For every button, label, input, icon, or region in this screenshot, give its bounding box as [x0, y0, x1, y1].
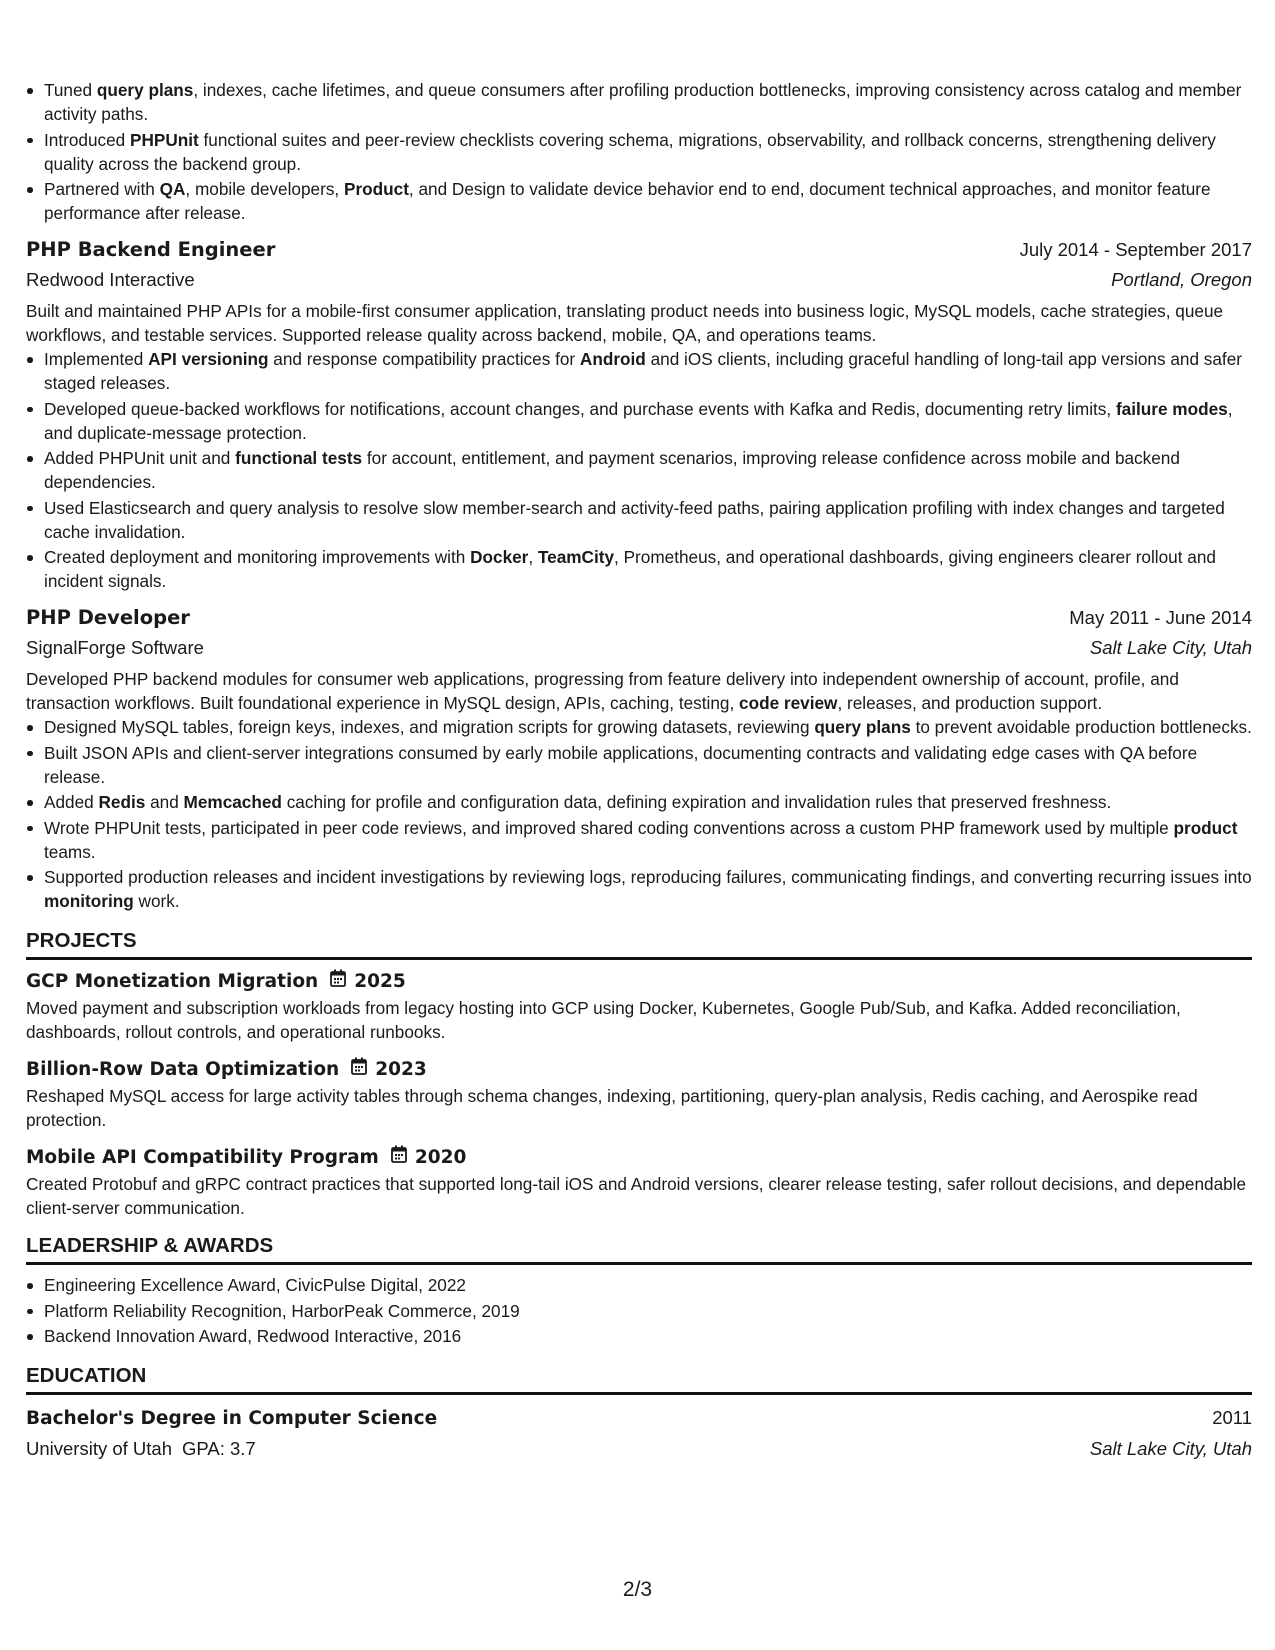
school: University of Utah	[26, 1438, 172, 1459]
job-title: PHP Backend Engineer	[26, 238, 276, 261]
calendar-icon	[330, 968, 346, 996]
job-dates: May 2011 - June 2014	[1069, 607, 1252, 628]
list-item: Added PHPUnit unit and functional tests for account, entitlement, and payment scenarios, improving release confidence across mobile and backend dependencies.	[26, 446, 1252, 494]
job-summary: Built and maintained PHP APIs for a mobile-first consumer application, translating product needs into business logic, MySQL models, cache strategies, queue workflows, and testable services. Supported release quality across backend, mobile, QA, and operations teams.	[26, 301, 1224, 345]
project-name: Mobile API Compatibility Program	[26, 1147, 379, 1168]
list-item: Developed queue-backed workflows for notifications, account changes, and purchase events with Kafka and Redis, documenting retry limits, failure modes, and duplicate-message protection.	[26, 397, 1252, 445]
project-name: Billion-Row Data Optimization	[26, 1059, 340, 1080]
section-heading: EDUCATION	[26, 1362, 1252, 1395]
calendar-icon	[391, 1144, 407, 1172]
list-item: Introduced PHPUnit functional suites and peer-review checklists covering schema, migrations, observability, and rollback concerns, strengthening delivery quality across the backend group.	[26, 128, 1252, 176]
job-company: SignalForge Software	[26, 637, 204, 658]
list-item: Partnered with QA, mobile developers, Product, and Design to validate device behavior end to end, document technical approaches, and monitor feature performance after release.	[26, 177, 1252, 225]
job-location: Portland, Oregon	[1111, 269, 1252, 290]
job-1	[26, 603, 1252, 913]
list-item: Used Elasticsearch and query analysis to resolve slow member-search and activity-feed paths, pairing application profiling with index changes and targeted cache invalidation.	[26, 496, 1252, 544]
project-year: 2023	[375, 1059, 427, 1080]
job-location: Salt Lake City, Utah	[1089, 637, 1252, 658]
calendar-icon	[351, 1056, 367, 1084]
awards-section	[26, 1232, 1252, 1348]
job-bullets	[26, 347, 1252, 593]
job-0	[26, 235, 1252, 593]
project-description: Created Protobuf and gRPC contract practices that supported long-tail iOS and Android versions, clearer release testing, safer rollout decisions, and dependable client-server communication.	[26, 1174, 1247, 1218]
job-title: PHP Developer	[26, 606, 190, 629]
list-item: Backend Innovation Award, Redwood Interactive, 2016	[26, 1324, 1252, 1348]
list-item: Supported production releases and incident investigations by reviewing logs, reproducing failures, communicating findings, and converting recurring issues into monitoring work.	[26, 865, 1252, 913]
job-dates: July 2014 - September 2017	[1019, 239, 1252, 260]
section-heading: LEADERSHIP & AWARDS	[26, 1232, 1252, 1265]
section-heading: PROJECTS	[26, 927, 1252, 960]
list-item: Platform Reliability Recognition, HarborPeak Commerce, 2019	[26, 1299, 1252, 1323]
list-item: Created deployment and monitoring improvements with Docker, TeamCity, Prometheus, and operational dashboards, giving engineers clearer rollout and incident signals.	[26, 545, 1252, 593]
education-location: Salt Lake City, Utah	[1089, 1438, 1252, 1459]
project-description: Reshaped MySQL access for large activity tables through schema changes, indexing, partitioning, query-plan analysis, Redis caching, and Aerospike read protection.	[26, 1086, 1198, 1130]
page-number: 2/3	[622, 1578, 653, 1601]
list-item: Wrote PHPUnit tests, participated in peer code reviews, and improved shared coding conventions across a custom PHP framework used by multiple product teams.	[26, 816, 1252, 864]
project-description: Moved payment and subscription workloads from legacy hosting into GCP using Docker, Kubernetes, Google Pub/Sub, and Kafka. Added reconciliation, dashboards, rollout controls, and operational runbooks.	[26, 998, 1181, 1042]
job-bullets	[26, 715, 1252, 913]
awards-list	[26, 1273, 1252, 1348]
project-item	[26, 1056, 1252, 1132]
project-item	[26, 1144, 1252, 1220]
list-item: Built JSON APIs and client-server integrations consumed by early mobile applications, documenting contracts and validating edge cases with QA before release.	[26, 741, 1252, 789]
project-name: GCP Monetization Migration	[26, 971, 319, 992]
education-section	[26, 1362, 1252, 1464]
degree: Bachelor's Degree in Computer Science	[26, 1408, 438, 1429]
project-item	[26, 968, 1252, 1044]
list-item: Tuned query plans, indexes, cache lifetimes, and queue consumers after profiling production bottlenecks, improving consistency across catalog and member activity paths.	[26, 78, 1252, 126]
projects-section	[26, 927, 1252, 1220]
resume-page	[26, 78, 1252, 1464]
previous-job-bullets	[26, 78, 1252, 225]
list-item: Designed MySQL tables, foreign keys, indexes, and migration scripts for growing datasets, reviewing query plans to prevent avoidable production bottlenecks.	[26, 715, 1252, 739]
graduation-year: 2011	[1212, 1407, 1252, 1428]
project-year: 2020	[414, 1147, 467, 1168]
gpa: GPA: 3.7	[182, 1438, 256, 1459]
list-item: Implemented API versioning and response compatibility practices for Android and iOS clients, including graceful handling of long-tail app versions and safer staged releases.	[26, 347, 1252, 395]
list-item: Added Redis and Memcached caching for profile and configuration data, defining expiration and invalidation rules that preserved freshness.	[26, 790, 1252, 814]
list-item: Engineering Excellence Award, CivicPulse Digital, 2022	[26, 1273, 1252, 1297]
job-company: Redwood Interactive	[26, 269, 195, 290]
job-summary: Developed PHP backend modules for consumer web applications, progressing from feature delivery into independent ownership of account, profile, and transaction workflows. Built foundational experience in MySQL design, APIs, caching, testing, code review, releases, and production support.	[26, 669, 1179, 713]
project-year: 2025	[354, 971, 406, 992]
